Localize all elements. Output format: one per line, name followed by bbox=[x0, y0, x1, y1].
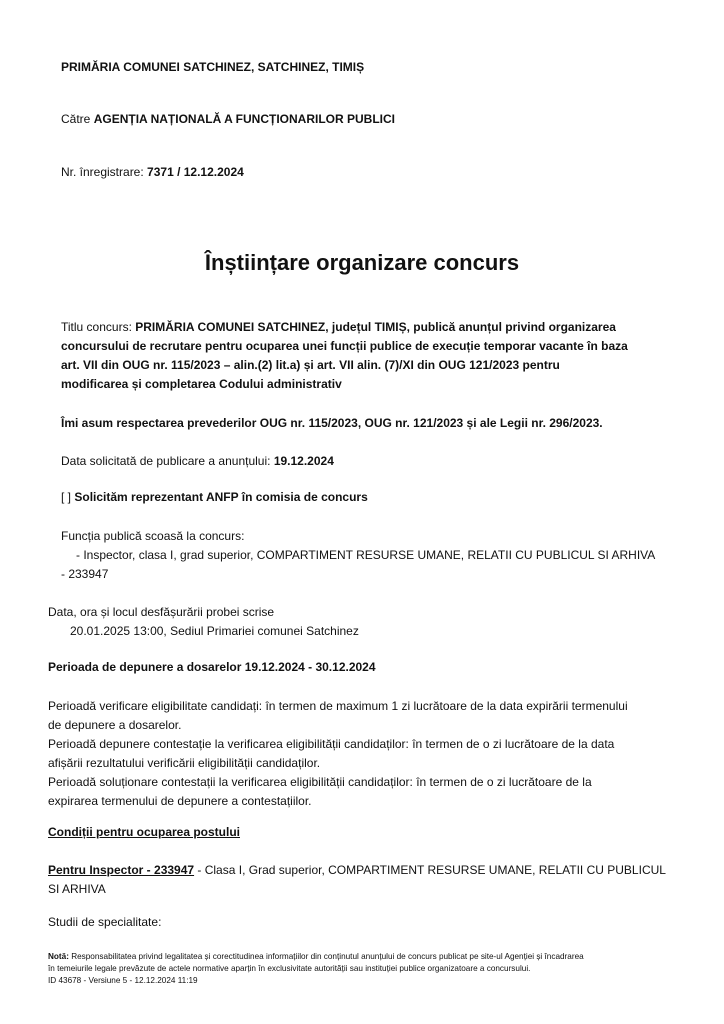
functia-label: Funcția publică scoasă la concurs: bbox=[61, 529, 245, 543]
perioada-line: afișării rezultatului verificării eligibilității candidaților. bbox=[48, 756, 321, 770]
institution-header: PRIMĂRIA COMUNEI SATCHINEZ, SATCHINEZ, TIMIȘ bbox=[61, 60, 365, 74]
data-publicare-value: 19.12.2024 bbox=[273, 454, 334, 468]
conditii-heading: Condiții pentru ocuparea postului bbox=[48, 825, 240, 839]
note-line1: Responsabilitatea privind legalitatea și corectitudinea informațiilor din conținutul anunțului de concurs publicat pe site-ul Agenției și încadrarea bbox=[68, 952, 584, 961]
proba-label: Data, ora și locul desfășurării probei scrise bbox=[48, 605, 275, 619]
note-label: Notă: bbox=[48, 952, 69, 961]
pentru-rest: - Clasa I, Grad superior, COMPARTIMENT RESURSE UMANE, RELATII CU PUBLICUL bbox=[194, 863, 666, 877]
pentru-label: Pentru Inspector - 233947 bbox=[48, 863, 195, 877]
id-line: ID 43678 - Versiune 5 - 12.12.2024 11:19 bbox=[48, 976, 198, 985]
studii-label: Studii de specialitate: bbox=[48, 915, 162, 929]
recipient-name: AGENȚIA NAȚIONALĂ A FUNCȚIONARILOR PUBLICI bbox=[93, 112, 395, 126]
page-title: Înștiințare organizare concurs bbox=[204, 250, 520, 275]
perioada-line: Perioadă soluționare contestații la verificarea eligibilității candidaților: în termen de o zi lucrătoare de la bbox=[48, 775, 592, 789]
pentru-line2: SI ARHIVA bbox=[48, 882, 106, 896]
anfp-label: Solicităm reprezentant ANFP în comisia de concurs bbox=[74, 490, 368, 504]
registration-number: 7371 / 12.12.2024 bbox=[147, 165, 244, 179]
functia-line1: - Inspector, clasa I, grad superior, COMPARTIMENT RESURSE UMANE, RELATII CU PUBLICUL SI ARHIVA bbox=[76, 548, 656, 562]
perioada-line: Perioadă depunere contestație la verificarea eligibilității candidaților: în termen de o zi lucrătoare de la data bbox=[48, 737, 615, 751]
titlu-line1: PRIMĂRIA COMUNEI SATCHINEZ, județul TIMIȘ, publică anunțul privind organizarea bbox=[135, 320, 616, 334]
proba-value: 20.01.2025 13:00, Sediul Primariei comunei Satchinez bbox=[70, 624, 359, 638]
recipient-line bbox=[61, 112, 395, 126]
data-publicare-label: Data solicitată de publicare a anunțului: bbox=[61, 454, 271, 468]
perioade-block bbox=[48, 697, 688, 811]
registration-prefix: Nr. înregistrare: bbox=[61, 165, 144, 179]
anfp-checkbox[interactable]: [ ] bbox=[61, 490, 72, 504]
footer-note bbox=[48, 951, 708, 987]
titlu-line2: concursului de recrutare pentru ocuparea unei funcții publice de execuție temporar vacante în baza bbox=[61, 339, 628, 353]
perioada-depunere: Perioada de depunere a dosarelor 19.12.2024 - 30.12.2024 bbox=[48, 660, 376, 674]
perioada-line: de depunere a dosarelor. bbox=[48, 718, 182, 732]
titlu-line3: art. VII din OUG nr. 115/2023 – alin.(2) lit.a) și art. VII alin. (7)/XI din OUG 121/2023 pentru bbox=[61, 358, 560, 372]
recipient-prefix: Către bbox=[61, 112, 91, 126]
titlu-prefix: Titlu concurs: bbox=[61, 320, 132, 334]
registration-line bbox=[61, 165, 244, 179]
functia-line2: - 233947 bbox=[61, 567, 109, 581]
asum-statement: Îmi asum respectarea prevederilor OUG nr. 115/2023, OUG nr. 121/2023 și ale Legii nr. 296/2023. bbox=[61, 416, 603, 430]
titlu-concurs bbox=[61, 318, 665, 394]
perioada-line: Perioadă verificare eligibilitate candidați: în termen de maximum 1 zi lucrătoare de la data expirării termenului bbox=[48, 699, 628, 713]
perioada-line: expirarea termenului de depunere a contestațiilor. bbox=[48, 794, 312, 808]
pentru-block bbox=[48, 861, 698, 899]
note-line2: în temeiurile legale prevăzute de actele normative aparțin în exclusivitate autorității sau instituției publice organizatoare a concursului. bbox=[48, 964, 531, 973]
anfp-request bbox=[61, 490, 368, 504]
data-publicare bbox=[61, 454, 334, 468]
titlu-line4: modificarea și completarea Codului administrativ bbox=[61, 377, 342, 391]
